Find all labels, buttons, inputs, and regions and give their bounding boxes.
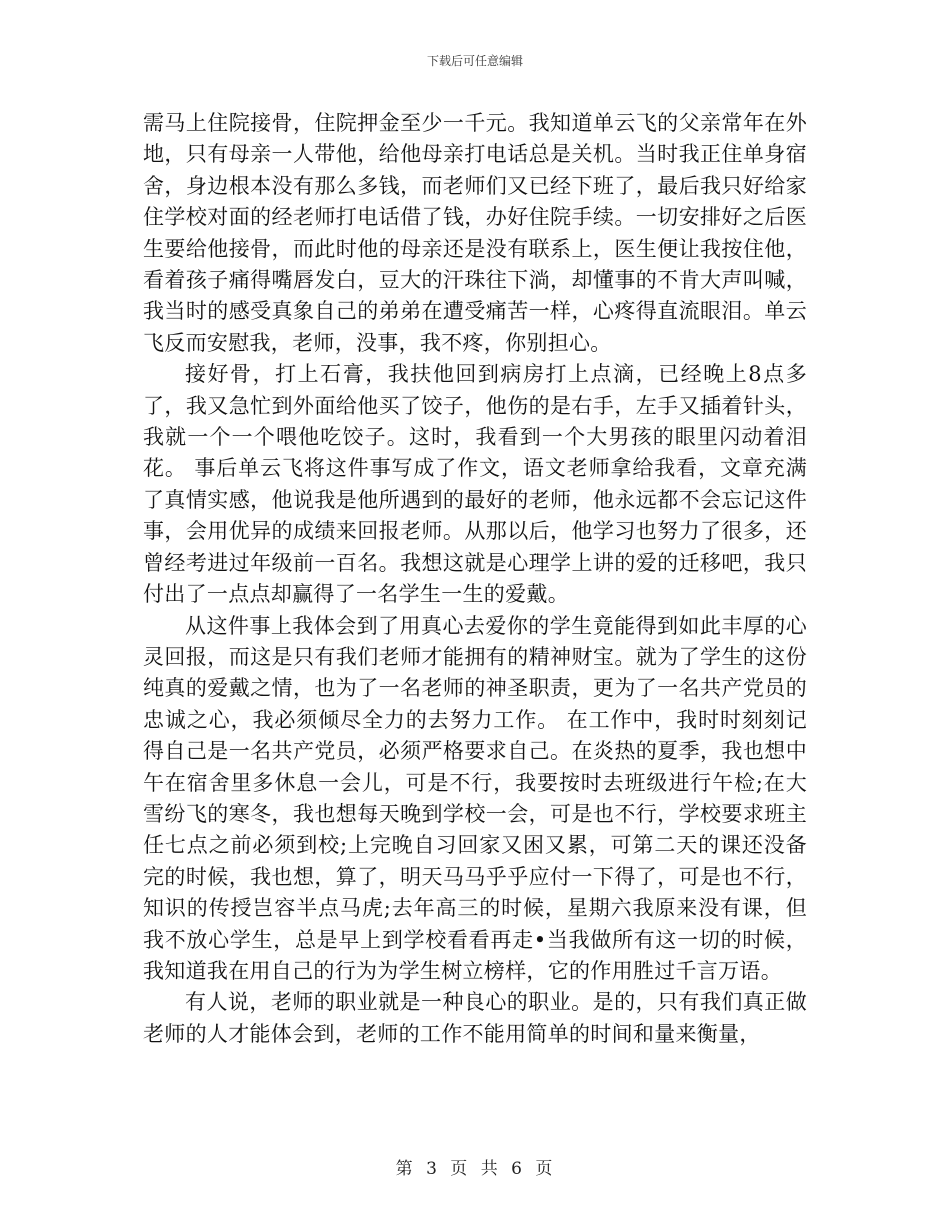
- paragraph: 有人说，老师的职业就是一种良心的职业。是的，只有我们真正做老师的人才能体会到，老师的工作不能用简单的时间和量来衡量，: [143, 990, 807, 1046]
- paragraph: 接好骨，打上石膏，我扶他回到病房打上点滴，已经晚上8点多了，我又急忙到外面给他买了饺子，他伤的是右手，左手又插着针头，我就一个一个喂他吃饺子。这时，我看到一个大男孩的眼里闪动着泪花。 事后单云飞将这件事写成了作文，语文老师拿给我看，文章充满了真情实感，他说我是他所遇到的最好的老师，他永远都不会忘记这件事，会用优异的成绩来回报老师。从那以后，他学习也努力了很多，还曾经考进过年级前一百名。我想这就是心理学上讲的爱的迁移吧，我只付出了一点点却赢得了一名学生一生的爱戴。: [143, 362, 807, 607]
- page-number-footer: 第 3 页 共 6 页: [395, 1159, 555, 1179]
- paragraph: 从这件事上我体会到了用真心去爱你的学生竟能得到如此丰厚的心灵回报，而这是只有我们老师才能拥有的精神财宝。就为了学生的这份纯真的爱戴之情，也为了一名老师的神圣职责，更为了一名共产党员的忠诚之心，我必须倾尽全力的去努力工作。 在工作中，我时时刻刻记得自己是一名共产党员，必须严格要求自己。在炎热的夏季，我也想中午在宿舍里多休息一会儿，可是不行，我要按时去班级进行午检;在大雪纷飞的寒冬，我也想每天晚到学校一会，可是也不行，学校要求班主任七点之前必须到校;上完晚自习回家又困又累，可第二天的课还没备完的时候，我也想，算了，明天马马乎乎应付一下得了，可是也不行，知识的传授岂容半点马虎;去年高三的时候，星期六我原来没有课，但我不放心学生，总是早上到学校看看再走•当我做所有这一切的时候，我知道我在用自己的行为为学生树立榜样，它的作用胜过千言万语。: [143, 613, 807, 983]
- paragraph-continuation: 需马上住院接骨，住院押金至少一千元。我知道单云飞的父亲常年在外地，只有母亲一人带他，给他母亲打电话总是关机。当时我正住单身宿舍，身边根本没有那么多钱，而老师们又已经下班了，最后我只好给家住学校对面的经老师打电话借了钱，办好住院手续。一切安排好之后医生要给他接骨，而此时他的母亲还是没有联系上，医生便让我按住他，看着孩子痛得嘴唇发白，豆大的汗珠往下淌，却懂事的不肯大声叫喊，我当时的感受真象自己的弟弟在遭受痛苦一样，心疼得直流眼泪。单云飞反而安慰我，老师，没事，我不疼，你别担心。: [143, 111, 807, 355]
- document-body: [143, 108, 807, 1050]
- page-header-note: 下载后可任意编辑: [426, 54, 523, 68]
